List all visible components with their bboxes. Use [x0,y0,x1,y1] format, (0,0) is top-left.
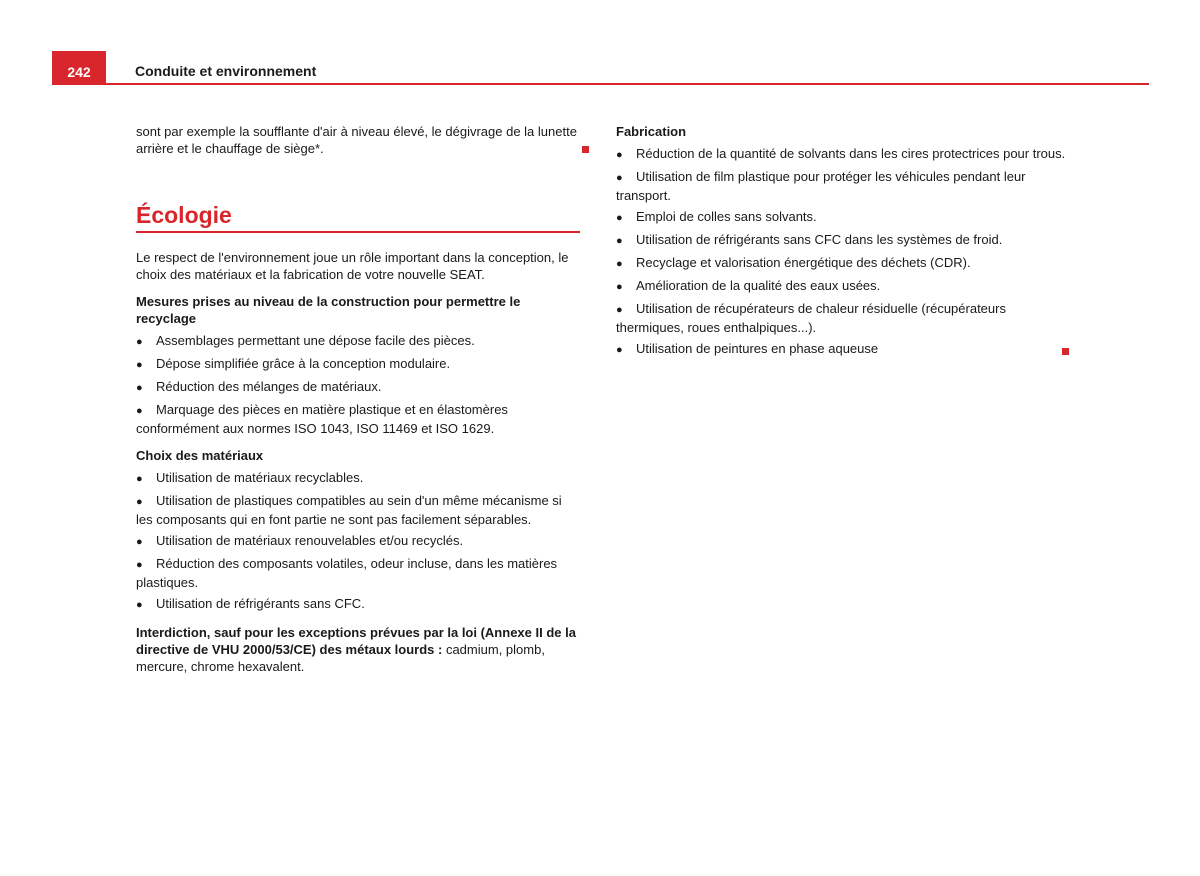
list-item-text: Réduction de la quantité de solvants dans les cires protectrices pour trous. [636,146,1066,161]
section-title: Écologie [136,202,232,228]
bullet-icon: ● [616,149,623,161]
list-item-text: Utilisation de film plastique pour protéger les véhicules pendant leur transport. [616,169,1026,203]
list-item [616,168,1072,204]
bullet-icon: ● [616,212,623,224]
header-divider [52,83,1149,85]
list-item-text: Utilisation de réfrigérants sans CFC dans les systèmes de froid. [636,232,1003,247]
materials-heading: Choix des matériaux [136,448,264,463]
section-intro: Le respect de l'environnement joue un rôle important dans la conception, le choix des matériaux et la fabrication de votre nouvelle SEAT. [136,250,569,282]
prohibition-paragraph [136,624,580,675]
list-item [136,401,580,437]
list-item [616,231,1072,250]
bullet-icon: ● [136,473,143,485]
list-item-text: Utilisation de matériaux recyclables. [156,470,364,485]
right-end-marker [1062,348,1069,355]
list-item-text: Assemblages permettant une dépose facile des pièces. [156,333,475,348]
list-item [136,355,580,374]
list-item-text: Marquage des pièces en matière plastique et en élastomères conformément aux normes ISO 1043, ISO 11469 et ISO 1629. [136,402,508,436]
bullet-icon: ● [136,599,143,611]
list-item-text: Dépose simplifiée grâce à la conception modulaire. [156,356,451,371]
fabrication-list [616,145,1072,359]
list-item-text: Recyclage et valorisation énergétique des déchets (CDR). [636,255,971,270]
list-item-text: Utilisation de réfrigérants sans CFC. [156,596,365,611]
list-item-text: Utilisation de récupérateurs de chaleur résiduelle (récupérateurs thermiques, roues enthalpiques...). [616,301,1006,335]
list-item-text: Utilisation de matériaux renouvelables et/ou recyclés. [156,533,464,548]
construction-heading: Mesures prises au niveau de la construction pour permettre le recyclage [136,294,521,326]
bullet-icon: ● [616,281,623,293]
right-column [616,123,1072,369]
bullet-icon: ● [136,559,143,571]
list-item-text: Réduction des composants volatiles, odeur incluse, dans les matières plastiques. [136,556,558,590]
bullet-icon: ● [616,235,623,247]
list-item [136,469,580,488]
intro-paragraph: sont par exemple la soufflante d'air à niveau élevé, le dégivrage de la lunette arrière et le chauffage de siège*. [136,124,577,156]
left-column [136,123,580,675]
bullet-icon: ● [616,172,623,184]
list-item [616,340,1072,359]
list-item [136,332,580,351]
materials-list [136,469,580,614]
bullet-icon: ● [136,496,143,508]
section-title-rule [136,231,580,233]
list-item-text: Réduction des mélanges de matériaux. [156,379,382,394]
list-item [616,208,1072,227]
bullet-icon: ● [616,258,623,270]
page-number-text: 242 [67,64,91,80]
list-item-text: Utilisation de peintures en phase aqueuse [636,341,879,356]
list-item [136,595,580,614]
prohibition-rest: cadmium, plomb, mercure, chrome hexavalent. [136,642,545,674]
bullet-icon: ● [136,336,143,348]
list-item [616,300,1072,336]
list-item [136,492,580,528]
fabrication-heading: Fabrication [616,124,687,139]
left-end-marker [582,146,589,153]
bullet-icon: ● [136,382,143,394]
bullet-icon: ● [136,359,143,371]
list-item [136,555,580,591]
list-item [136,378,580,397]
list-item [616,145,1072,164]
page-header-title: Conduite et environnement [135,63,317,79]
bullet-icon: ● [616,304,623,316]
list-item-text: Amélioration de la qualité des eaux usées. [636,278,881,293]
bullet-icon: ● [136,536,143,548]
bullet-icon: ● [616,344,623,356]
list-item-text: Emploi de colles sans solvants. [636,209,817,224]
bullet-icon: ● [136,405,143,417]
list-item-text: Utilisation de plastiques compatibles au sein d'un même mécanisme si les composants qui en font partie ne sont pas facilement séparables. [136,493,562,527]
list-item [616,277,1072,296]
list-item [616,254,1072,273]
page-number [52,51,106,84]
construction-list [136,332,580,437]
prohibition-bold: Interdiction, sauf pour les exceptions prévues par la loi (Annexe II de la directive de VHU 2000/53/CE) des métaux lourds : [136,625,576,657]
list-item [136,532,580,551]
